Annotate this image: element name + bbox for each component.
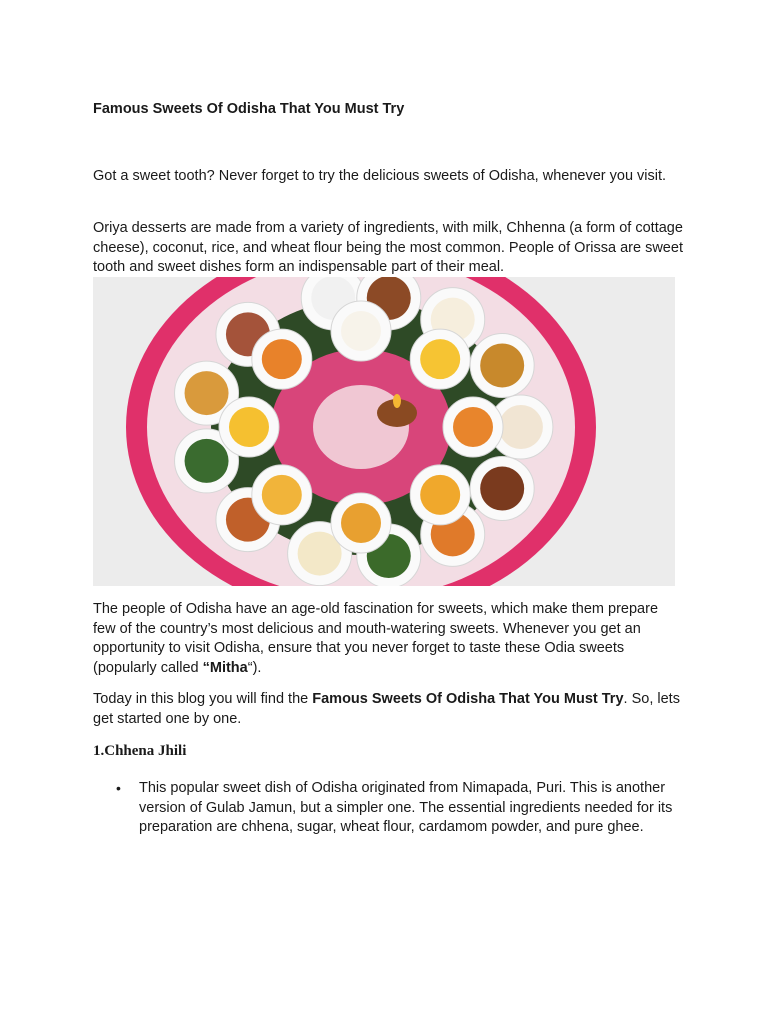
sweet-in-bowl (480, 467, 524, 511)
fascination-text-before: The people of Odisha have an age-old fascination for sweets, which make them prepare few of the country’s most delicious and mouth-watering sweets. Whenever you get an opportunity to visit Odisha, ensure that you never forget to taste these Odia sweets (popularly called (93, 601, 659, 676)
document-title: Famous Sweets Of Odisha That You Must Try (93, 101, 405, 117)
ingredients-paragraph: Oriya desserts are made from a variety of ingredients, with milk, Chhenna (a form of cottage cheese), coconut, rice, and wheat flour being the most common. People of Orissa are sweet tooth and sweet dishes form an indispensable part of their meal. (93, 220, 683, 275)
diya-flame (393, 394, 401, 408)
sweet-in-bowl (480, 343, 524, 387)
sweets-platter-photo (93, 277, 675, 586)
sweet-in-bowl (262, 339, 302, 379)
bullet-item (93, 779, 675, 838)
bullet-text: This popular sweet dish of Odisha originated from Nimapada, Puri. This is another version of Gulab Jamun, but a simpler one. The essential ingredients needed for its preparation are chhena, sugar, wheat flour, cardamom powder, and pure ghee. (139, 780, 673, 835)
sweet-in-bowl (341, 503, 381, 543)
sweet-in-bowl (185, 371, 229, 415)
sweet-in-bowl (185, 439, 229, 483)
mitha-term: Mitha (209, 659, 248, 676)
sweet-in-bowl (341, 311, 381, 351)
sweet-in-bowl (262, 475, 302, 515)
blog-text-after: . So, lets get started one by one. (93, 691, 680, 727)
fascination-close-quote: “ (247, 659, 253, 676)
sweet-in-bowl (420, 339, 460, 379)
intro-paragraph: Got a sweet tooth? Never forget to try the delicious sweets of Odisha, whenever you visit. (93, 168, 667, 184)
sweet-in-bowl (453, 407, 493, 447)
blog-bold-title: Famous Sweets Of Odisha That You Must Try (312, 691, 624, 707)
sweet-in-bowl (420, 475, 460, 515)
sweet-in-bowl (499, 405, 543, 449)
bullet-icon: • (116, 780, 121, 796)
section-heading-chhena-jhili: 1.Chhena Jhili (93, 743, 187, 759)
fascination-open-quote: “ (202, 659, 210, 676)
blog-text-before: Today in this blog you will find the (93, 691, 313, 707)
blog-paragraph (93, 690, 683, 729)
sweet-in-bowl (229, 407, 269, 447)
chhena-jhili-bullet-list (93, 779, 675, 838)
fascination-paragraph (93, 600, 683, 678)
sweets-platter-illustration (93, 277, 675, 586)
fascination-text-after: ). (252, 659, 262, 676)
